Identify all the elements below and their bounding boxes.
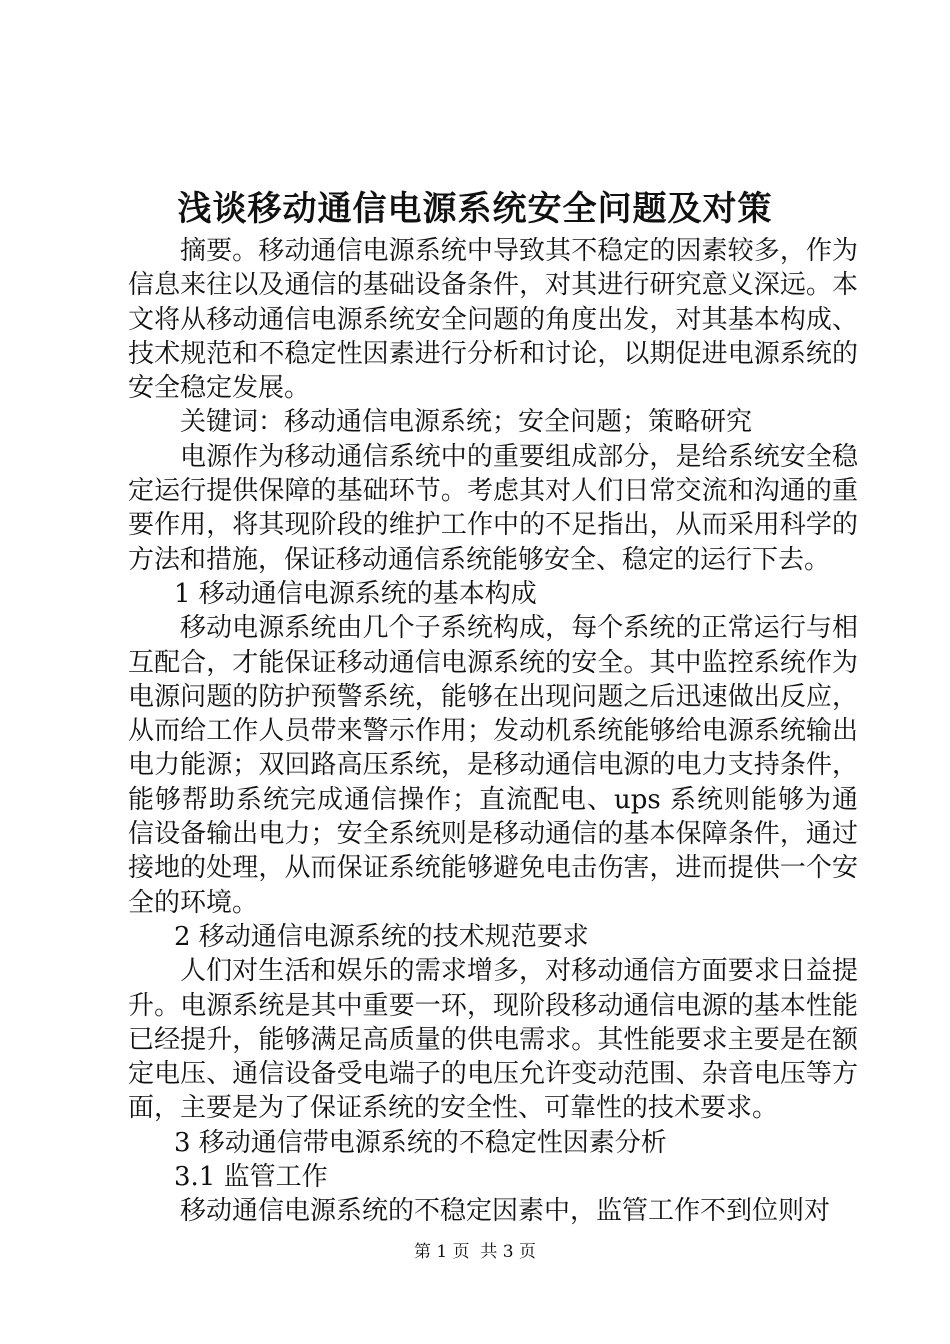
- section-3-heading: 3 移动通信带电源系统的不稳定性因素分析: [174, 1127, 667, 1158]
- document-title: 浅谈移动通信电源系统安全问题及对策: [177, 189, 773, 229]
- page-number: 第 1 页: [413, 1242, 470, 1262]
- page-footer: [0, 1240, 950, 1264]
- keywords-line: 关键词：移动通信电源系统；安全问题；策略研究: [180, 407, 753, 438]
- section-1-paragraph: 移动电源系统由几个子系统构成，每个系统的正常运行与相互配合，才能保证移动通信电源系统的安全。其中监控系统作为电源问题的防护预警系统，能够在出现问题之后迅速做出反应，从而给工作人员带来警示作用；发动机系统能够给电源系统输出电力能源；双回路高压系统，是移动通信电源的电力支持条件，能够帮助系统完成通信操作；直流配电、ups 系统则能够为通信设备输出电力；安全系统则是移动通信的基本保障条件，通过接地的处理，从而保证系统能够避免电击伤害，进而提供一个安全的环境。: [128, 613, 858, 918]
- document-body: [128, 234, 858, 1229]
- section-2-paragraph: 人们对生活和娱乐的需求增多，对移动通信方面要求日益提升。电源系统是其中重要一环，现阶段移动通信电源的基本性能已经提升，能够满足高质量的供电需求。其性能要求主要是在额定电压、通信设备受电端子的电压允许变动范围、杂音电压等方面，主要是为了保证系统的安全性、可靠性的技术要求。: [128, 956, 858, 1124]
- section-1-heading: 1 移动通信电源系统的基本构成: [174, 578, 537, 609]
- section-2-heading: 2 移动通信电源系统的技术规范要求: [174, 921, 589, 952]
- section-3-1-paragraph: 移动通信电源系统的不稳定因素中，监管工作不到位则对: [180, 1196, 831, 1227]
- intro-paragraph: 电源作为移动通信系统中的重要组成部分，是给系统安全稳定运行提供保障的基础环节。考虑其对人们日常交流和沟通的重要作用，将其现阶段的维护工作中的不足指出，从而采用科学的方法和措施，保证移动通信系统能够安全、稳定的运行下去。: [128, 441, 858, 575]
- page-total: 共 3 页: [480, 1242, 537, 1262]
- section-3-1-heading: 3.1 监管工作: [174, 1162, 328, 1193]
- abstract-paragraph: 摘要。移动通信电源系统中导致其不稳定的因素较多，作为信息来往以及通信的基础设备条件，对其进行研究意义深远。本文将从移动通信电源系统安全问题的角度出发，对其基本构成、技术规范和不稳定性因素进行分析和讨论，以期促进电源系统的安全稳定发展。: [128, 236, 858, 404]
